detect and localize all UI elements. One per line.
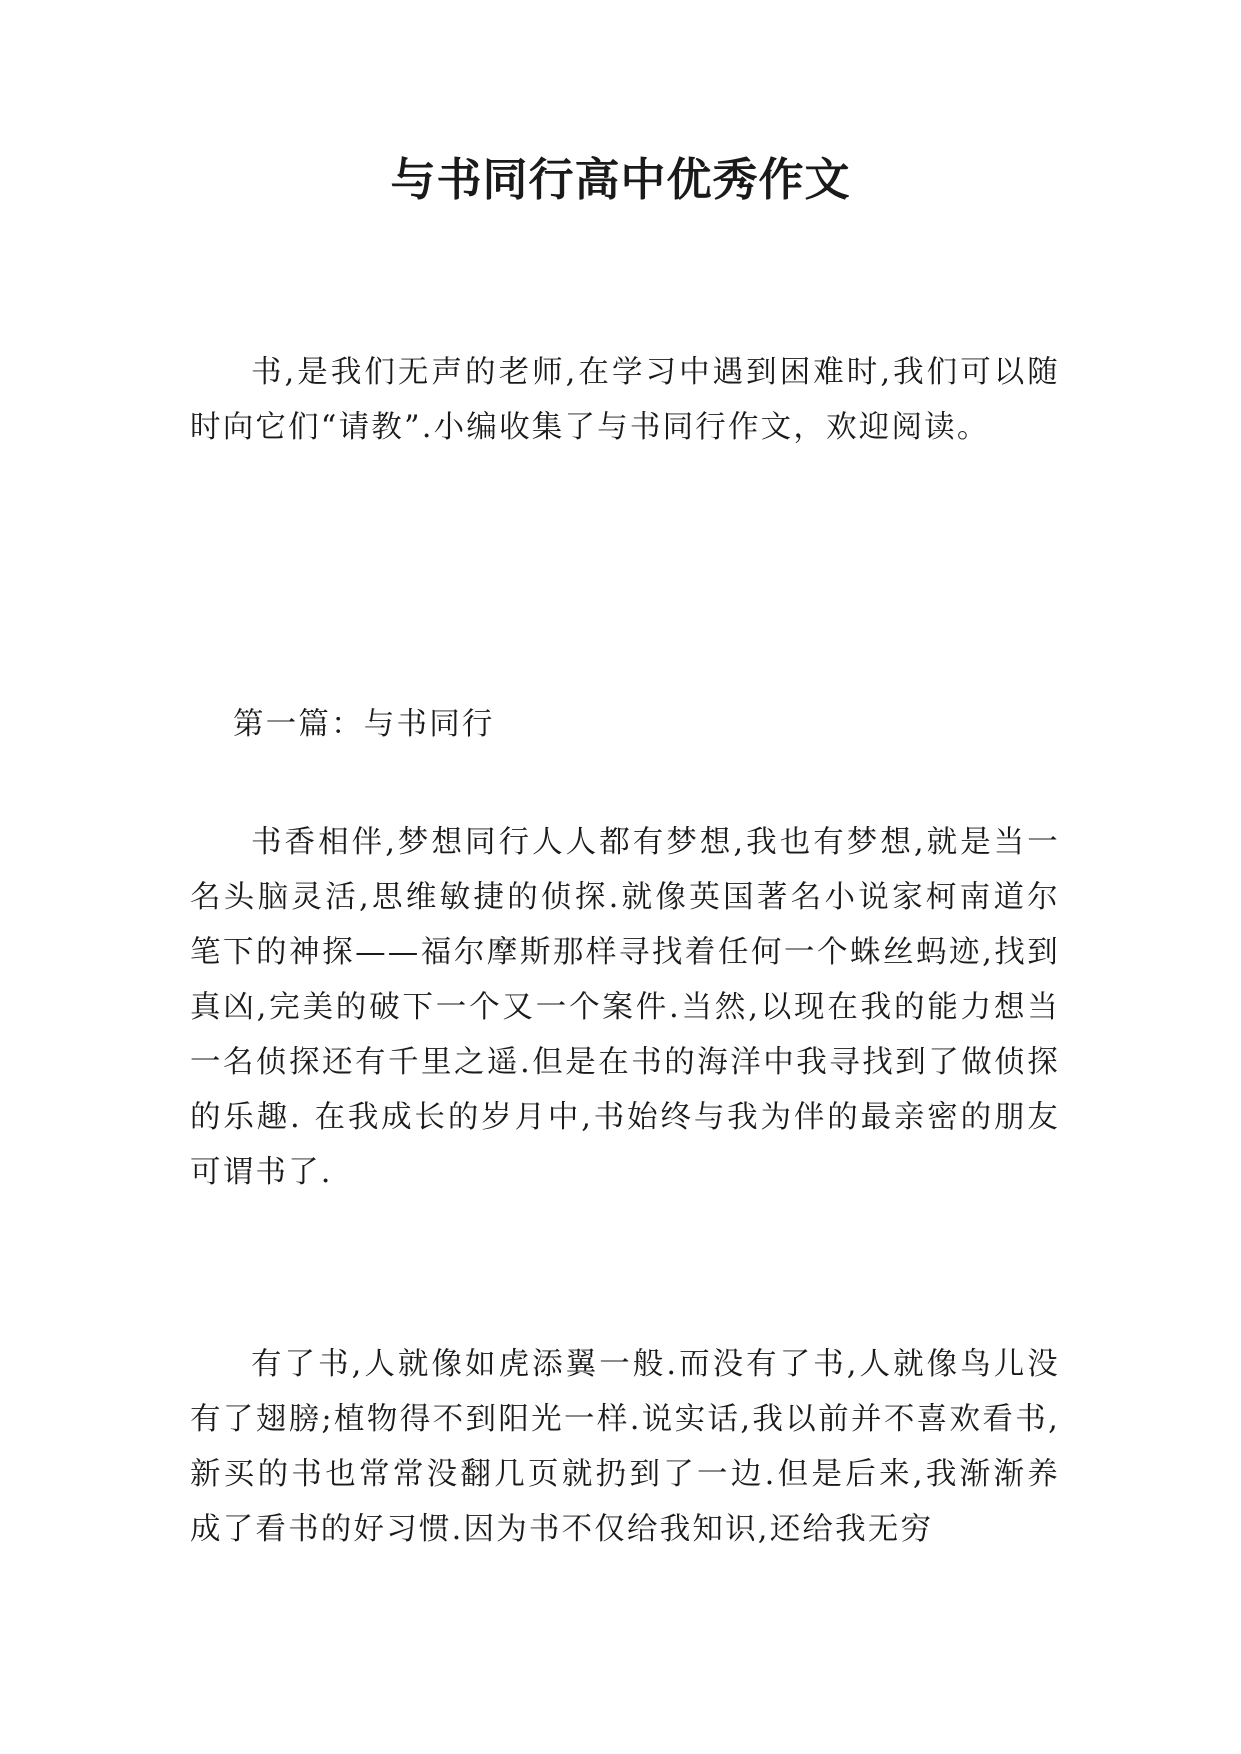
document-title: 与书同行高中优秀作文: [390, 153, 851, 206]
section-heading: 第一篇：与书同行: [233, 707, 495, 742]
body-paragraph-1: 书香相伴,梦想同行人人都有梦想,我也有梦想,就是当一名头脑灵活,思维敏捷的侦探.就像英国著名小说家柯南道尔笔下的神探——福尔摩斯那样寻找着任何一个蛛丝蚂迹,找到真凶,完美的破下一个又一个案件.当然,以现在我的能力想当一名侦探还有千里之遥.但是在书的海洋中我寻找到了做侦探的乐趣. 在我成长的岁月中,书始终与我为伴的最亲密的朋友可谓书了.: [190, 825, 1060, 1190]
body-paragraph-2: 有了书,人就像如虎添翼一般.而没有了书,人就像鸟儿没有了翅膀;植物得不到阳光一样.说实话,我以前并不喜欢看书,新买的书也常常没翻几页就扔到了一边.但是后来,我渐渐养成了看书的好习惯.因为书不仅给我知识,还给我无穷: [190, 1347, 1060, 1547]
intro-paragraph: 书,是我们无声的老师,在学习中遇到困难时,我们可以随时向它们“请教”.小编收集了与书同行作文，欢迎阅读。: [190, 355, 1060, 445]
